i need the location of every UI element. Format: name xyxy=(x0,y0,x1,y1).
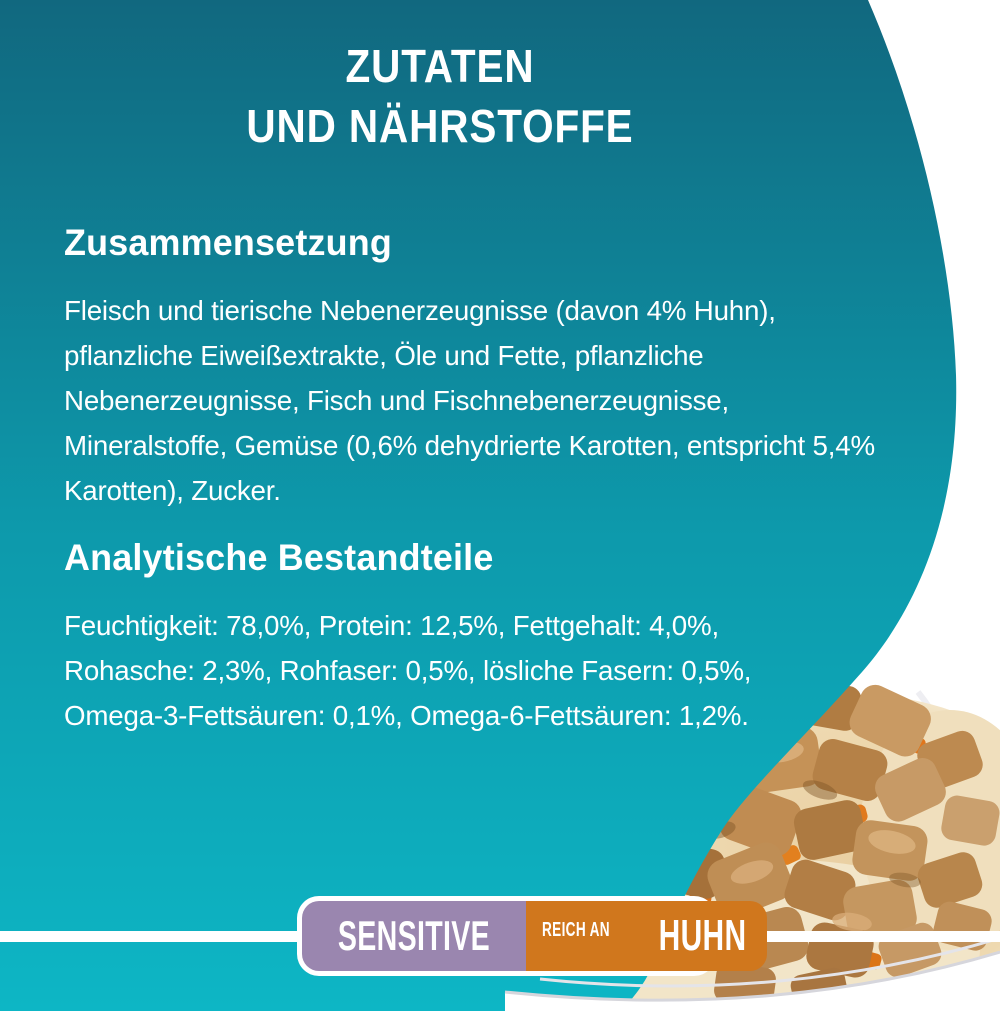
product-badge xyxy=(297,896,747,976)
analysis-heading: Analytische Bestandteile xyxy=(64,537,494,578)
badge-claim-label: HUHN xyxy=(658,911,747,960)
page-title-line-2: UND NÄHRSTOFFE xyxy=(246,100,634,152)
composition-heading: Zusammensetzung xyxy=(64,222,392,263)
composition-line-3: Nebenerzeugnisse, Fisch und Fischnebenerzeugnisse, xyxy=(64,385,730,416)
composition-line-2: pflanzliche Eiweißextrakte, Öle und Fette, pflanzliche xyxy=(64,340,704,371)
composition-line-4: Mineralstoffe, Gemüse (0,6% dehydrierte Karotten, entspricht 5,4% xyxy=(64,430,875,461)
badge-claim-section xyxy=(526,901,767,971)
composition-line-5: Karotten), Zucker. xyxy=(64,475,281,506)
badge-variant-section xyxy=(302,901,526,971)
page-title-line-1: ZUTATEN xyxy=(345,40,535,92)
badge-claim-prefix: REICH AN xyxy=(541,918,610,941)
analysis-line-2: Rohasche: 2,3%, Rohfaser: 0,5%, lösliche Fasern: 0,5%, xyxy=(64,655,752,686)
composition-line-1: Fleisch und tierische Nebenerzeugnisse (davon 4% Huhn), xyxy=(64,295,776,326)
badge-variant-label: SENSITIVE xyxy=(337,912,491,959)
page-title xyxy=(53,36,827,156)
analysis-line-3: Omega-3-Fettsäuren: 0,1%, Omega-6-Fettsäuren: 1,2%. xyxy=(64,700,749,731)
analysis-line-1: Feuchtigkeit: 78,0%, Protein: 12,5%, Fettgehalt: 4,0%, xyxy=(64,610,719,641)
